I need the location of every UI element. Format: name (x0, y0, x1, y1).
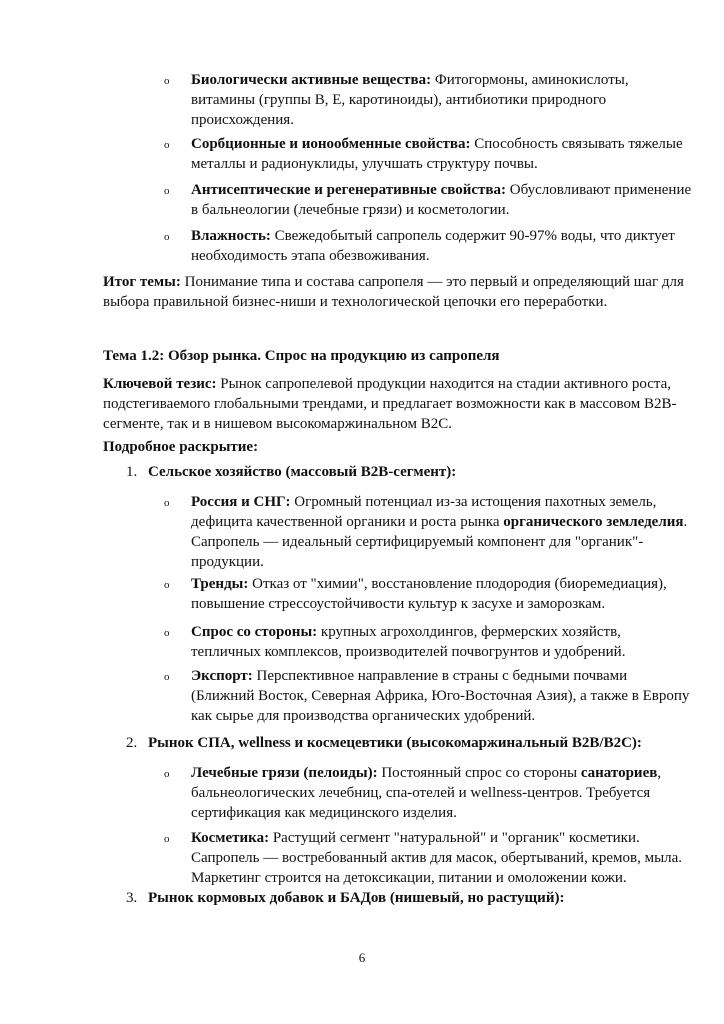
thesis-text: Рынок сапропелевой продукции находится на стадии активного роста, подстегиваемого глобальными трендами, и предлагает возможности как в массовом B2B-сегменте, так и в нишевом высокомаржинальном B2C. (103, 376, 677, 432)
bullet-text: Отказ от "химии", восстановление плодородия (биоремедиация), повышение стрессоустойчивости культур к засухе и заморозкам. (191, 576, 667, 612)
item-number: 3. (126, 890, 138, 906)
bullet-term: Тренды: (191, 576, 249, 592)
bullet-term: Биологически активные вещества: (191, 72, 432, 88)
bullet-marker: o (164, 185, 170, 197)
section-title: Сельское хозяйство (массовый B2B-сегмент): (148, 464, 457, 480)
summary-label: Итог темы: (103, 274, 181, 290)
bullet-text: . Сапропель — идеальный сертифицируемый компонент для "органик"-продукции. (191, 514, 688, 570)
item-number: 2. (126, 735, 138, 751)
bullet-text: Фитогормоны, аминокислоты, витамины (группы B, E, каротиноиды), антибиотики природного происхождения. (191, 72, 629, 128)
detail-heading: Подробное раскрытие: (103, 439, 259, 455)
bullet-text: Постоянный спрос со стороны (377, 765, 581, 781)
bullet-marker: o (164, 833, 170, 845)
bullet-text: Способность связывать тяжелые металлы и радионуклиды, улучшать структуру почвы. (191, 136, 683, 172)
bullet-term: Экспорт: (191, 668, 253, 684)
bullet-marker: o (164, 231, 170, 243)
summary-text: Понимание типа и состава сапропеля — это первый и определяющий шаг для выбора правильной бизнес-ниши и технологической цепочки его переработки. (103, 274, 684, 310)
section-title: Рынок кормовых добавок и БАДов (нишевый, но растущий): (148, 890, 565, 906)
bullet-term: Сорбционные и ионообменные свойства: (191, 136, 471, 152)
bullet-marker: o (164, 768, 170, 780)
bullet-marker: o (164, 139, 170, 151)
topic-heading: Тема 1.2: Обзор рынка. Спрос на продукцию из сапропеля (103, 348, 500, 364)
bullet-term: Косметика: (191, 830, 270, 846)
bullet-emphasis: санаториев (580, 765, 658, 781)
bullet-text: Обусловливают применение в бальнеологии (лечебные грязи) и косметологии. (191, 182, 692, 218)
bullet-text: Свежедобытый сапропель содержит 90-97% воды, что диктует необходимость этапа обезвоживания. (191, 228, 675, 264)
bullet-text: Перспективное направление в страны с бедными почвами (Ближний Восток, Северная Африка, Юго-Восточная Азия), а также в Европу как сырье для производства органических удобрений. (191, 668, 690, 724)
bullet-term: Спрос со стороны: (191, 624, 318, 640)
summary-paragraph (103, 272, 691, 312)
bullet-marker: o (164, 671, 170, 683)
thesis-paragraph (103, 374, 691, 434)
bullet-marker: o (164, 579, 170, 591)
bullet-emphasis: органического земледелия (503, 514, 684, 530)
bullet-term: Влажность: (191, 228, 271, 244)
bullet-term: Антисептические и регенеративные свойства: (191, 182, 506, 198)
bullet-term: Лечебные грязи (пелоиды): (191, 765, 378, 781)
bullet-text: , бальнеологических лечебниц, спа-отелей и wellness-центров. Требуется сертификация как медицинского изделия. (191, 765, 662, 821)
item-number: 1. (126, 464, 138, 480)
bullet-text: Огромный потенциал из-за истощения пахотных земель, дефицита качественной органики и роста рынка (191, 494, 657, 530)
bullet-marker: o (164, 75, 170, 87)
thesis-label: Ключевой тезис: (103, 376, 217, 392)
bullet-term: Россия и СНГ: (191, 494, 291, 510)
section-title: Рынок СПА, wellness и космецевтики (высокомаржинальный B2B/B2C): (148, 735, 642, 751)
page-number: 6 (358, 950, 366, 965)
bullet-marker: o (164, 627, 170, 639)
bullet-marker: o (164, 497, 170, 509)
bullet-text: Растущий сегмент "натуральной" и "органик" косметики. Сапропель — востребованный актив для масок, обертываний, кремов, мыла. Маркетинг строится на детоксикации, питании и омоложении кожи. (191, 830, 683, 886)
bullet-text: крупных агрохолдингов, фермерских хозяйств, тепличных комплексов, производителей почвогрунтов и удобрений. (191, 624, 626, 660)
